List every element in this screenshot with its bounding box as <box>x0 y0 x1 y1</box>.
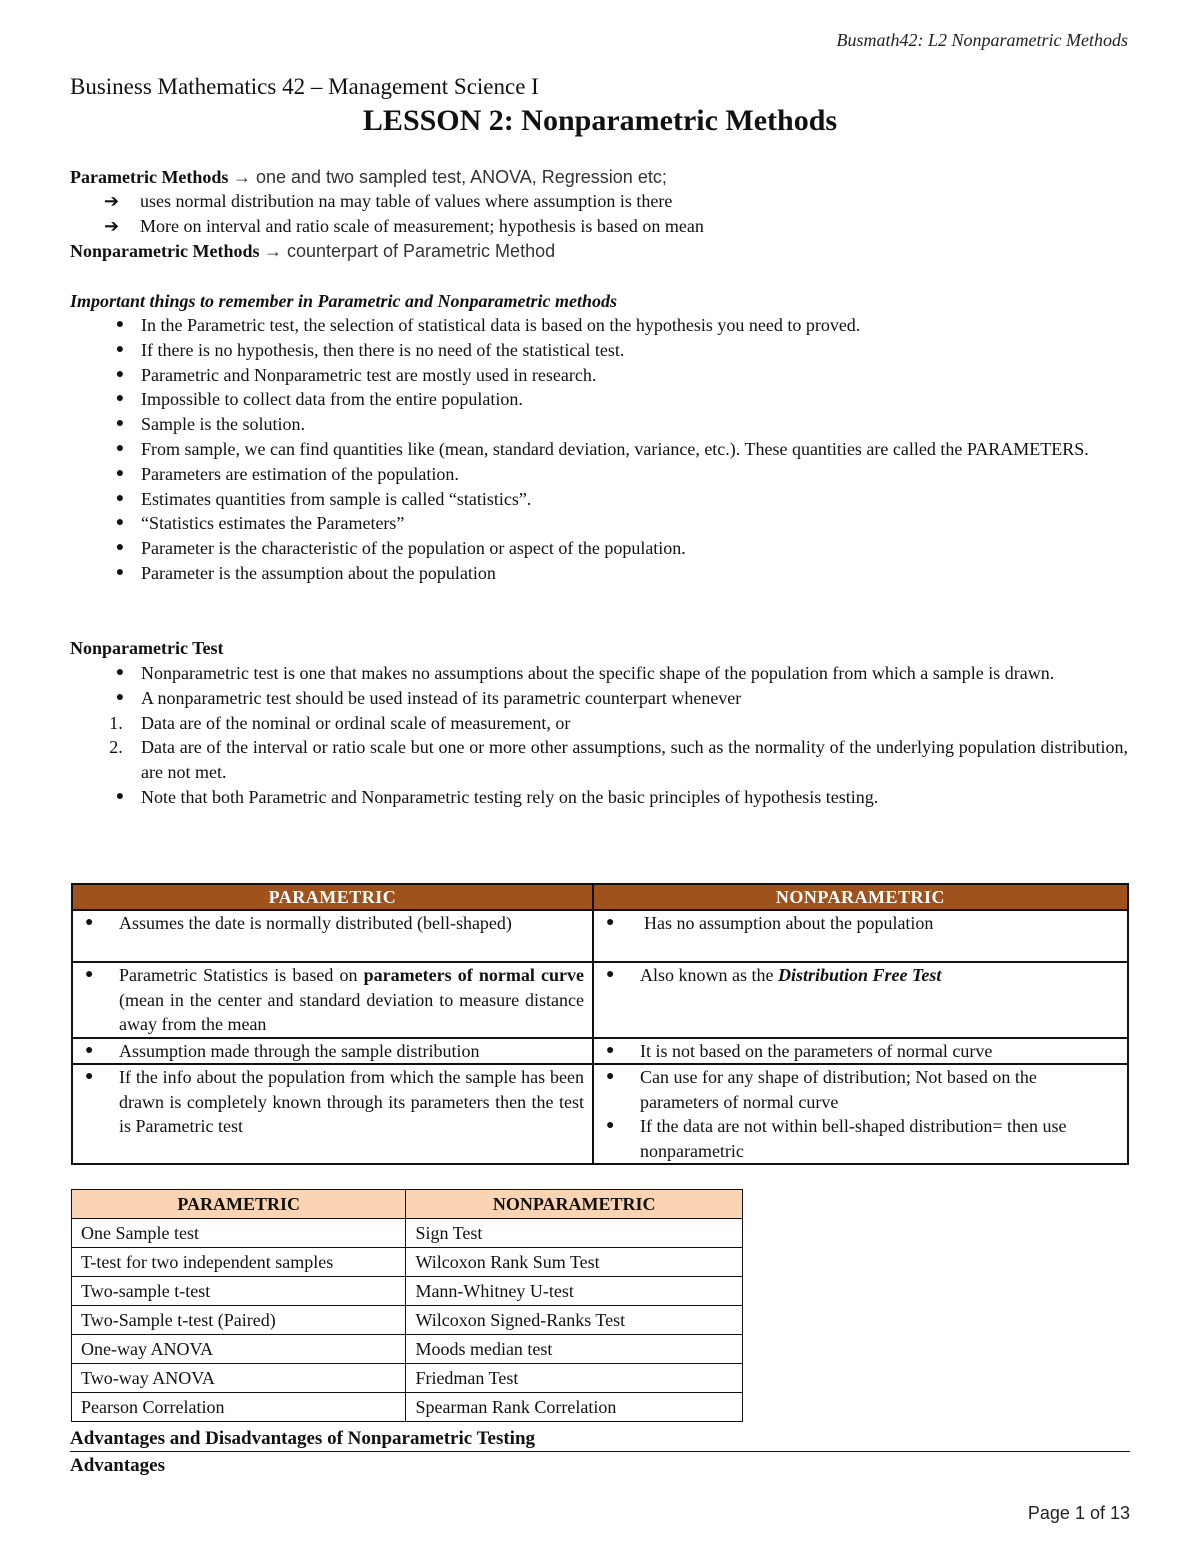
comparison-table <box>71 883 1129 1165</box>
lesson-title: LESSON 2: Nonparametric Methods <box>362 104 838 137</box>
bullet-icon: ● <box>115 366 125 382</box>
table-header-row <box>72 884 1128 910</box>
arrow-item: ➔ More on interval and ratio scale of measurement; hypothesis is based on mean <box>104 216 704 236</box>
bullet-icon: ● <box>115 689 125 705</box>
table-header-row <box>72 1190 743 1219</box>
bullet-icon: ● <box>85 1042 94 1058</box>
bullet-icon: ● <box>115 391 125 407</box>
bullet-icon: ● <box>115 665 125 680</box>
nonparametric-methods-line <box>70 239 555 263</box>
advantages-subheading: Advantages <box>70 1455 166 1476</box>
bullet-icon: ● <box>115 564 125 580</box>
bullet-icon: ● <box>115 317 125 332</box>
course-title: Business Mathematics 42 – Management Science I <box>70 74 539 99</box>
page-number: Page 1 of 13 <box>1027 1503 1130 1523</box>
bullet-icon: ● <box>85 967 94 982</box>
nonparametric-methods-label: Nonparametric Methods <box>70 241 260 261</box>
bullet-icon: ● <box>605 967 615 982</box>
bullet-icon: ● <box>115 490 125 506</box>
right-arrow-icon: ➔ <box>104 191 120 211</box>
list-item: ● Impossible to collect data from the entire population. <box>70 387 1128 412</box>
table-row: ● Parametric Statistics is based on parameters of normal curve (mean in the center and standard deviation to measure distance away from the mean ● Also known as the Distribution Free Test <box>72 962 1128 1038</box>
nonparametric-test-heading: Nonparametric Test <box>70 638 224 658</box>
column-header-parametric: PARAMETRIC <box>72 1190 406 1219</box>
list-item: ● Parametric and Nonparametric test are mostly used in research. <box>70 363 1128 388</box>
bullet-icon: ● <box>115 515 125 531</box>
nonparametric-methods-desc: → counterpart of Parametric Method <box>263 241 556 261</box>
right-arrow-icon: ➔ <box>104 216 120 236</box>
bullet-icon: ● <box>85 915 94 930</box>
numbered-item: 2. Data are of the interval or ratio scale but one or more other assumptions, such as the normality of the underlying population distribution, are not met. <box>109 737 1128 783</box>
list-item: ● Parameter is the assumption about the population <box>70 561 1128 586</box>
table-row: ● Assumption made through the sample distribution ● It is not based on the parameters of normal curve <box>72 1038 1128 1065</box>
nonparametric-test-list <box>70 661 1128 810</box>
table-row: One Sample test Sign Test <box>72 1219 743 1248</box>
bullet-icon: ● <box>605 1069 615 1084</box>
bullet-icon: ● <box>115 341 125 357</box>
important-heading: Important things to remember in Parametric and Nonparametric methods <box>70 291 618 311</box>
advantages-disadvantages-heading: Advantages and Disadvantages of Nonparametric Testing <box>70 1428 1130 1452</box>
parametric-methods-desc: → one and two sampled test, ANOVA, Regression etc; <box>232 167 667 187</box>
parametric-methods-line <box>70 165 667 189</box>
parametric-methods-label: Parametric Methods <box>70 167 229 187</box>
bullet-icon: ● <box>85 1069 94 1084</box>
column-header-nonparametric: NONPARAMETRIC <box>593 884 1128 910</box>
list-item: ● Parameter is the characteristic of the population or aspect of the population. <box>70 536 1128 561</box>
bullet-icon: ● <box>115 465 125 481</box>
list-item: ● Parameters are estimation of the population. <box>70 462 1128 487</box>
list-item: ● “Statistics estimates the Parameters” <box>70 511 1128 536</box>
list-item: ● If there is no hypothesis, then there is no need of the statistical test. <box>70 338 1128 363</box>
list-item: ● Nonparametric test is one that makes no assumptions about the specific shape of the population from which a sample is drawn. <box>70 661 1128 686</box>
column-header-parametric: PARAMETRIC <box>72 884 593 910</box>
bullet-icon: ● <box>115 540 125 556</box>
table-row: One-way ANOVA Moods median test <box>72 1335 743 1364</box>
table-row: Two-way ANOVA Friedman Test <box>72 1364 743 1393</box>
table-row: ● If the info about the population from which the sample has been drawn is completely known through its parameters then the test is Parametric test ● Can use for any shape of distribution; Not based on the parameters of normal curve ● If the data are not within bell-shaped distribution= then use nonparametric <box>72 1064 1128 1164</box>
column-header-nonparametric: NONPARAMETRIC <box>406 1190 743 1219</box>
list-item: ● In the Parametric test, the selection of statistical data is based on the hypothesis you need to proved. <box>70 313 1128 338</box>
bullet-icon: ● <box>605 1118 615 1133</box>
table-row: T-test for two independent samples Wilcoxon Rank Sum Test <box>72 1248 743 1277</box>
list-item: ● A nonparametric test should be used instead of its parametric counterpart whenever <box>70 686 1128 711</box>
numbered-item: 1. Data are of the nominal or ordinal scale of measurement, or <box>109 712 571 733</box>
list-item: ● Estimates quantities from sample is called “statistics”. <box>70 487 1128 512</box>
bullet-icon: ● <box>115 416 125 432</box>
test-mapping-table <box>71 1189 743 1422</box>
bullet-icon: ● <box>605 1042 615 1058</box>
table-row: Two-sample t-test Mann-Whitney U-test <box>72 1277 743 1306</box>
important-list <box>70 313 1128 586</box>
arrow-item: ➔ uses normal distribution na may table of values where assumption is there <box>104 191 673 211</box>
list-item: ● Note that both Parametric and Nonparametric testing rely on the basic principles of hypothesis testing. <box>70 785 1128 810</box>
list-item: ● From sample, we can find quantities like (mean, standard deviation, variance, etc.). These quantities are called the PARAMETERS. <box>70 437 1128 462</box>
bullet-icon: ● <box>605 915 615 930</box>
running-header: Busmath42: L2 Nonparametric Methods <box>836 30 1128 50</box>
table-row: Pearson Correlation Spearman Rank Correlation <box>72 1393 743 1422</box>
table-row: Two-Sample t-test (Paired) Wilcoxon Signed-Ranks Test <box>72 1306 743 1335</box>
table-row: ● Assumes the date is normally distributed (bell-shaped) ● Has no assumption about the population <box>72 910 1128 962</box>
bullet-icon: ● <box>115 788 125 804</box>
bullet-icon: ● <box>115 440 125 456</box>
list-item: ● Sample is the solution. <box>70 412 1128 437</box>
